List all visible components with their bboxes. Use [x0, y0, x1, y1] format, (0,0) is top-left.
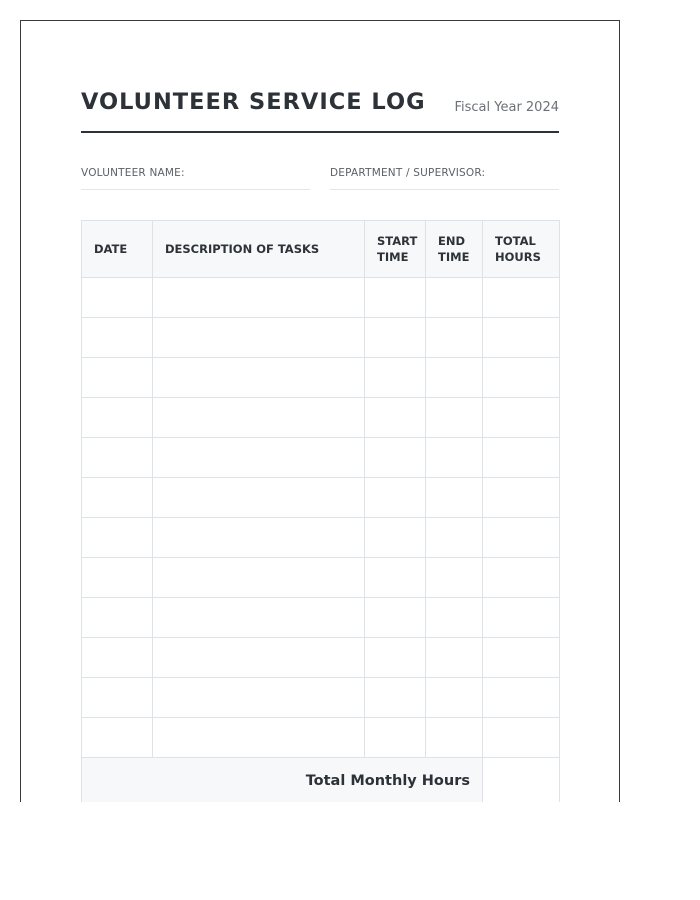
header-total-hours: TOTAL HOURS: [483, 221, 560, 278]
start-time-cell[interactable]: [365, 478, 426, 518]
date-cell[interactable]: [82, 438, 153, 478]
table-row: [82, 438, 560, 478]
total-hours-cell[interactable]: [483, 678, 560, 718]
date-cell[interactable]: [82, 638, 153, 678]
description-cell[interactable]: [153, 478, 365, 518]
total-hours-cell[interactable]: [483, 358, 560, 398]
description-cell[interactable]: [153, 518, 365, 558]
table-row: [82, 518, 560, 558]
end-time-cell[interactable]: [426, 478, 483, 518]
table-row: [82, 638, 560, 678]
description-cell[interactable]: [153, 438, 365, 478]
description-cell[interactable]: [153, 398, 365, 438]
table-row: [82, 278, 560, 318]
total-hours-cell[interactable]: [483, 518, 560, 558]
description-cell[interactable]: [153, 358, 365, 398]
description-cell[interactable]: [153, 318, 365, 358]
description-cell[interactable]: [153, 558, 365, 598]
description-cell[interactable]: [153, 678, 365, 718]
total-hours-cell[interactable]: [483, 318, 560, 358]
description-cell[interactable]: [153, 278, 365, 318]
total-hours-cell[interactable]: [483, 718, 560, 758]
table-row: [82, 678, 560, 718]
table-header-row: [82, 221, 560, 278]
header-end-time: END TIME: [426, 221, 483, 278]
date-cell[interactable]: [82, 718, 153, 758]
end-time-cell[interactable]: [426, 638, 483, 678]
fiscal-year-label: Fiscal Year 2024: [454, 100, 559, 115]
start-time-cell[interactable]: [365, 598, 426, 638]
log-rows: [82, 278, 560, 758]
date-cell[interactable]: [82, 598, 153, 638]
date-cell[interactable]: [82, 478, 153, 518]
total-hours-cell[interactable]: [483, 638, 560, 678]
date-cell[interactable]: [82, 558, 153, 598]
document-header: [81, 87, 559, 133]
description-cell[interactable]: [153, 718, 365, 758]
volunteer-name-field[interactable]: [81, 167, 310, 190]
date-cell[interactable]: [82, 318, 153, 358]
page-title: VOLUNTEER SERVICE LOG: [81, 89, 426, 115]
table-row: [82, 478, 560, 518]
table-row: [82, 598, 560, 638]
log-sheet-page: [20, 20, 620, 802]
end-time-cell[interactable]: [426, 518, 483, 558]
table-row: [82, 558, 560, 598]
total-hours-cell[interactable]: [483, 558, 560, 598]
date-cell[interactable]: [82, 518, 153, 558]
table-row: [82, 318, 560, 358]
end-time-cell[interactable]: [426, 278, 483, 318]
end-time-cell[interactable]: [426, 398, 483, 438]
end-time-cell[interactable]: [426, 358, 483, 398]
end-time-cell[interactable]: [426, 558, 483, 598]
description-cell[interactable]: [153, 638, 365, 678]
header-date: DATE: [82, 221, 153, 278]
description-cell[interactable]: [153, 598, 365, 638]
table-row: [82, 718, 560, 758]
start-time-cell[interactable]: [365, 278, 426, 318]
table-row: [82, 358, 560, 398]
start-time-cell[interactable]: [365, 558, 426, 598]
start-time-cell[interactable]: [365, 678, 426, 718]
date-cell[interactable]: [82, 278, 153, 318]
start-time-cell[interactable]: [365, 398, 426, 438]
date-cell[interactable]: [82, 678, 153, 718]
start-time-cell[interactable]: [365, 358, 426, 398]
end-time-cell[interactable]: [426, 718, 483, 758]
date-cell[interactable]: [82, 398, 153, 438]
total-hours-cell[interactable]: [483, 598, 560, 638]
end-time-cell[interactable]: [426, 598, 483, 638]
department-supervisor-label: DEPARTMENT / SUPERVISOR:: [330, 167, 486, 179]
total-hours-cell[interactable]: [483, 278, 560, 318]
header-description: DESCRIPTION OF TASKS: [153, 221, 365, 278]
total-monthly-hours-value[interactable]: [483, 758, 560, 803]
start-time-cell[interactable]: [365, 718, 426, 758]
date-cell[interactable]: [82, 358, 153, 398]
start-time-cell[interactable]: [365, 318, 426, 358]
total-hours-cell[interactable]: [483, 398, 560, 438]
end-time-cell[interactable]: [426, 678, 483, 718]
start-time-cell[interactable]: [365, 438, 426, 478]
start-time-cell[interactable]: [365, 518, 426, 558]
service-log-table: [81, 220, 560, 802]
total-row: [82, 758, 560, 803]
total-monthly-hours-label: Total Monthly Hours: [82, 758, 483, 803]
header-start-time: START TIME: [365, 221, 426, 278]
end-time-cell[interactable]: [426, 318, 483, 358]
end-time-cell[interactable]: [426, 438, 483, 478]
total-hours-cell[interactable]: [483, 438, 560, 478]
table-row: [82, 398, 560, 438]
start-time-cell[interactable]: [365, 638, 426, 678]
volunteer-name-label: VOLUNTEER NAME:: [81, 167, 185, 179]
total-hours-cell[interactable]: [483, 478, 560, 518]
department-supervisor-field[interactable]: [330, 167, 559, 190]
